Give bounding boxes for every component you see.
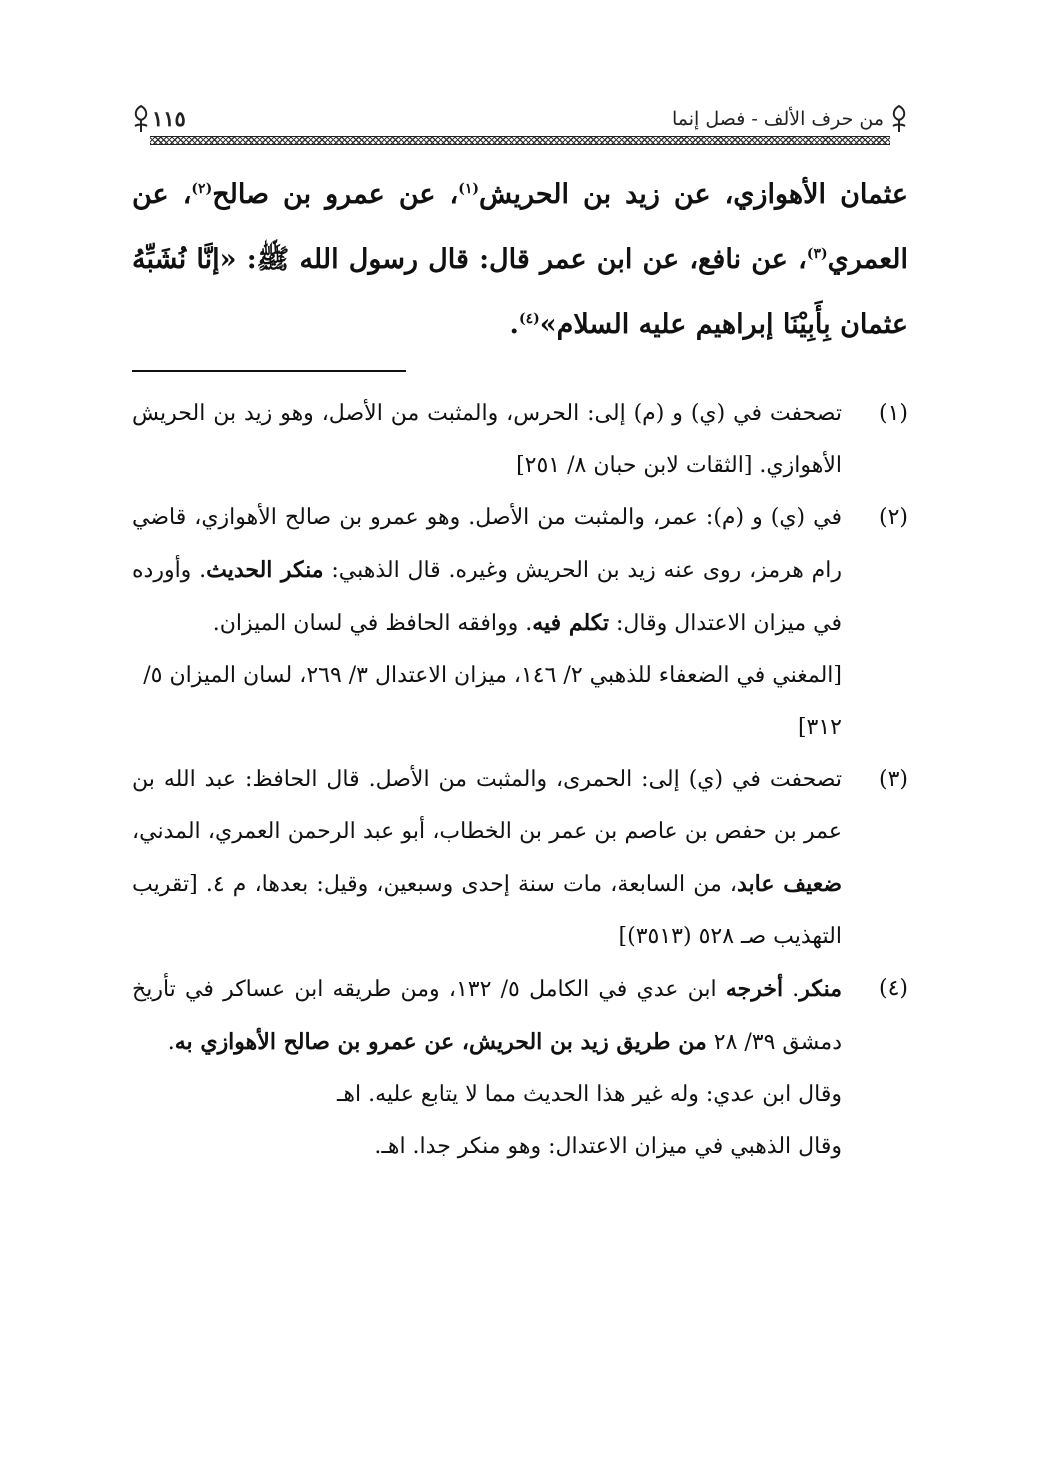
header-rule [150,136,890,145]
footnote-4-comment-2: وقال الذهبي في ميزان الاعتدال: وهو منكر جدا. اهـ. [374,1134,842,1159]
footnote-separator [132,370,406,372]
main-paragraph: عثمان الأهوازي، عن زيد بن الحريش$^{(١)}$، عن عمرو بن صالح$^{(٢)}$، عن العمري$^{(٣)}$، عن نافع، عن ابن عمر قال: قال رسول الله ﷺ: «إنَّا نُشَبِّهُ عثمان بِأَبِيْنَا إبراهيم عليه السلام»$^{(٤)}$. [132,179,909,340]
footnote-number: (٢) [878,505,908,530]
footnotes [132,388,908,1173]
page-header [130,96,910,150]
footnote-ref: (٤) [518,311,540,327]
footnote-4-comment-1: وقال ابن عدي: وله غير هذا الحديث مما لا يتابع عليه. اهـ [336,1082,842,1107]
ornament-icon [888,104,910,134]
ornament-icon [130,104,152,134]
footnote-3: (٣) تصحفت في (ي) إلى: الحمرى، والمثبت من الأصل. قال الحافظ: عبد الله بن عمر بن حفص بن عاصم بن عمر بن الخطاب، أبو عبد الرحمن العمري، المدني، ضعيف عابد، من السابعة، مات سنة إحدى وسبعين، وقيل: بعدها، م ٤. [تقريب التهذيب صـ ٥٢٨ (٣٥١٣)] [132,754,908,963]
header-title: من حرف الألف - فصل إنما [671,108,884,130]
footnote-2-sources: [المغني في الضعفاء للذهبي ٢/ ١٤٦، ميزان الاعتدال ٣/ ٢٦٩، لسان الميزان ٥/ ٣١٢] [143,663,842,740]
footnote-ref: (٣) [806,246,828,262]
footnote-ref: (١) [458,181,480,197]
main-text [132,162,908,357]
hadith-text: «إنَّا نُشَبِّهُ عثمان بِأَبِيْنَا إبراهيم عليه السلام» [132,244,908,340]
footnote-number: (٤) [878,976,908,1001]
footnote-1: (١) تصحفت في (ي) و (م) إلى: الحرس، والمثبت من الأصل، وهو زيد بن الحريش الأهوازي. [الثقات لابن حبان ٨/ ٢٥١] [132,388,908,492]
footnote-ref: (٢) [191,181,213,197]
footnote-number: (٣) [878,767,908,792]
footnote-2: (٢) في (ي) و (م): عمر، والمثبت من الأصل. وهو عمرو بن صالح الأهوازي، قاضي رام هرمز، روى عنه زيد بن الحريش وغيره. قال الذهبي: منكر الحديث. وأورده في ميزان الاعتدال وقال: تكلم فيه. ووافقه الحافظ في لسان الميزان. [132,492,908,650]
footnote-number: (١) [878,401,908,426]
page-number: ١١٥ [152,106,186,131]
footnote-4: (٤) منكر. أخرجه ابن عدي في الكامل ٥/ ١٣٢، ومن طريقه ابن عساكر في تأريخ دمشق ٣٩/ ٢٨ من طريق زيد بن الحريش، عن عمرو بن صالح الأهوازي به. [132,963,908,1069]
